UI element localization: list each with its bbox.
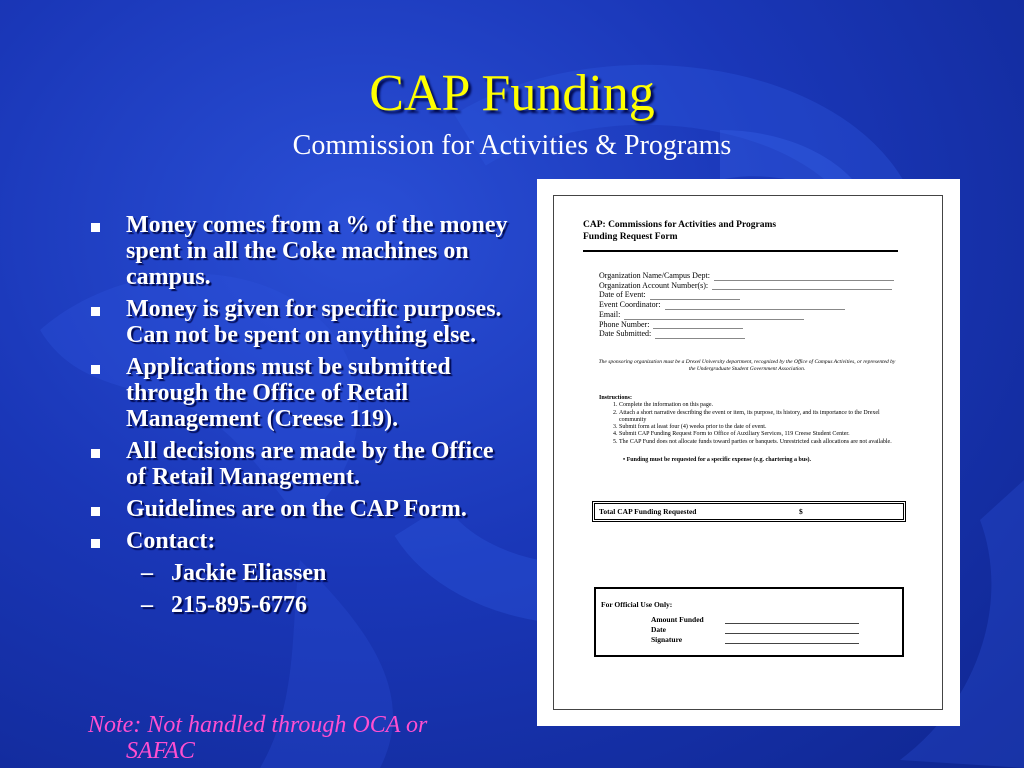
total-currency-symbol: $: [799, 507, 803, 516]
official-field: [651, 615, 861, 624]
form-field-line: [655, 331, 745, 339]
bullet-text: Contact:: [126, 528, 216, 554]
form-field-label: Date Submitted:: [599, 329, 652, 339]
total-funding-label: Total CAP Funding Requested: [599, 507, 697, 516]
dash-icon: –: [141, 560, 153, 586]
bullet-text: All decisions are made by the Office of Retail Management.: [126, 438, 494, 490]
bullet-item: [88, 528, 508, 554]
square-bullet-icon: [91, 223, 100, 232]
official-field-line: [725, 625, 859, 634]
form-field-label: Event Coordinator:: [599, 300, 661, 310]
square-bullet-icon: [91, 449, 100, 458]
footnote: [88, 712, 518, 764]
official-field: [651, 635, 861, 644]
official-field-label: Signature: [651, 635, 683, 644]
form-field-label: Date of Event:: [599, 290, 646, 300]
official-field-label: Date: [651, 625, 666, 634]
instruction-item: 3. Submit form at least four (4) weeks prior to the date of event.: [619, 424, 899, 431]
bullet-text: Money is given for specific purposes. Can not be spent on anything else.: [126, 296, 502, 348]
contact-item: [88, 560, 508, 586]
bullet-item: [88, 354, 508, 432]
funding-bullet-text: Funding must be requested for a specific expense (e.g. chartering a bus).: [626, 457, 812, 464]
form-field-line: [665, 302, 845, 310]
contact-name: Jackie Eliassen: [171, 560, 327, 586]
form-field: [599, 300, 899, 310]
form-field-line: [653, 321, 743, 329]
form-field-line: [712, 282, 892, 290]
instruction-item: 2. Attach a short narrative describing the event or item, its purpose, its history, and its importance to the Drexel community: [619, 410, 899, 425]
instructions-heading: Instructions:: [599, 395, 633, 401]
square-bullet-icon: [91, 539, 100, 548]
instruction-item: 1. Complete the information on this page.: [619, 402, 899, 409]
footnote-line1: Note: Not handled through OCA or: [88, 712, 428, 738]
form-fields: [599, 271, 899, 339]
form-field-label: Email:: [599, 309, 621, 319]
form-field-label: Organization Name/Campus Dept:: [599, 271, 710, 280]
funding-form-image: [537, 179, 960, 726]
form-field-label: Organization Account Number(s):: [599, 280, 709, 290]
form-title: [583, 219, 776, 243]
form-field: [599, 281, 899, 291]
official-field-line: [725, 615, 859, 624]
footnote-line2: SAFAC: [126, 738, 195, 764]
bullet-list: [88, 212, 508, 624]
form-title-line2: Funding Request Form: [583, 232, 678, 242]
official-field: [651, 625, 861, 634]
instructions-list: [599, 402, 899, 446]
square-bullet-icon: [91, 507, 100, 516]
slide-title: CAP Funding: [369, 65, 655, 122]
bullet-text: Guidelines are on the CAP Form.: [126, 496, 467, 522]
official-field-label: Amount Funded: [651, 615, 704, 624]
form-field: [599, 290, 899, 300]
form-field-label: Phone Number:: [599, 319, 650, 329]
form-title-rule: [583, 250, 898, 252]
form-field-line: [714, 273, 894, 281]
form-field-line: [650, 292, 740, 300]
slide-subtitle: Commission for Activities & Programs: [292, 130, 732, 161]
square-bullet-icon: [91, 307, 100, 316]
official-field-line: [725, 635, 859, 644]
square-bullet-icon: [91, 365, 100, 374]
dash-icon: –: [141, 592, 153, 618]
contact-phone: 215-895-6776: [171, 592, 307, 618]
contact-item: [88, 592, 508, 618]
instruction-item: 5. The CAP Fund does not allocate funds toward parties or banquets. Unrestricted cash allocations are not available.: [619, 439, 899, 446]
official-use-box: [594, 587, 904, 657]
instruction-item: 4. Submit CAP Funding Request Form to Office of Auxiliary Services, 119 Creese Student Center.: [619, 431, 899, 438]
form-field: [599, 271, 899, 281]
bullet-item: [88, 438, 508, 490]
bullet-item: [88, 496, 508, 522]
sponsor-note: The sponsoring organization must be a Drexel University department, recognized by the Office of Campus Activities, or represented by the Undergraduate Student Government Association.: [598, 359, 896, 372]
form-field-line: [624, 312, 804, 320]
form-instructions: [599, 395, 899, 464]
bullet-text: Applications must be submitted through the Office of Retail Management (Creese 119).: [126, 354, 451, 432]
total-funding-box: [592, 501, 906, 522]
bullet-item: [88, 296, 508, 348]
official-use-heading: For Official Use Only:: [601, 600, 673, 609]
form-field: [599, 310, 899, 320]
bullet-item: [88, 212, 508, 290]
form-field: [599, 329, 899, 339]
bullet-text: Money comes from a % of the money spent in all the Coke machines on campus.: [126, 212, 508, 290]
form-field: [599, 320, 899, 330]
form-title-line1: CAP: Commissions for Activities and Programs: [583, 220, 777, 230]
funding-bullet-note: • Funding must be requested for a specific expense (e.g. chartering a bus).: [623, 457, 812, 464]
